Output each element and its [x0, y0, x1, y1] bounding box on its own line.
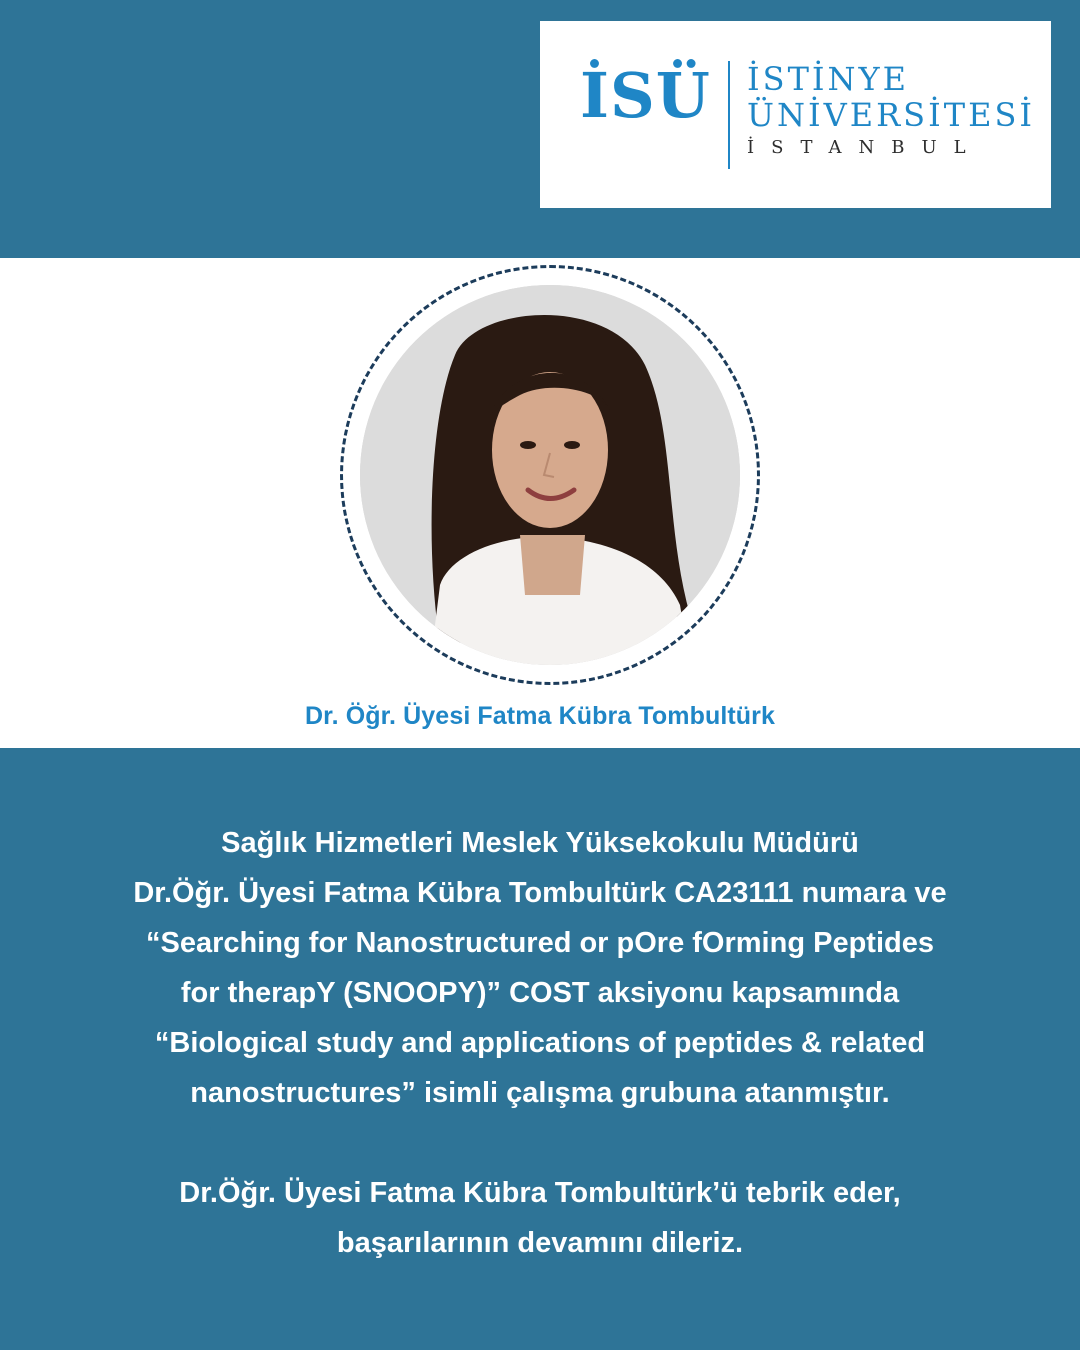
photo-section — [0, 258, 1080, 748]
announcement-line-5: “Biological study and applications of peptides & related — [154, 1027, 926, 1059]
portrait-photo — [360, 285, 740, 665]
university-logo — [540, 21, 1051, 208]
congrats-line-2: başarılarının devamını dileriz. — [336, 1227, 744, 1259]
announcement-line-3: “Searching for Nanostructured or pOre fOrming Peptides — [146, 927, 934, 959]
logo-mark: İSÜ — [580, 59, 711, 132]
portrait-frame — [340, 265, 760, 685]
announcement-line-1: Sağlık Hizmetleri Meslek Yüksekokulu Müdürü — [221, 827, 859, 859]
logo-line-istinye: İSTİNYE — [747, 60, 910, 98]
portrait-illustration — [360, 285, 740, 665]
announcement-line-4: for therapY (SNOOPY)” COST aksiyonu kapsamında — [180, 977, 900, 1009]
person-name-caption: Dr. Öğr. Üyesi Fatma Kübra Tombultürk — [305, 702, 775, 730]
announcement-line-6: nanostructures” isimli çalışma grubuna atanmıştır. — [190, 1077, 890, 1109]
logo-divider — [728, 61, 730, 169]
logo-line-istanbul: İSTANBUL — [747, 137, 983, 158]
announcement-text — [60, 818, 1020, 1268]
logo-line-universitesi: ÜNİVERSİTESİ — [747, 96, 1035, 134]
paragraph-spacer — [60, 1118, 1020, 1168]
congrats-line-1: Dr.Öğr. Üyesi Fatma Kübra Tombultürk’ü tebrik eder, — [179, 1177, 901, 1209]
logo-text — [747, 60, 1035, 158]
announcement-line-2: Dr.Öğr. Üyesi Fatma Kübra Tombultürk CA23111 numara ve — [133, 877, 947, 909]
